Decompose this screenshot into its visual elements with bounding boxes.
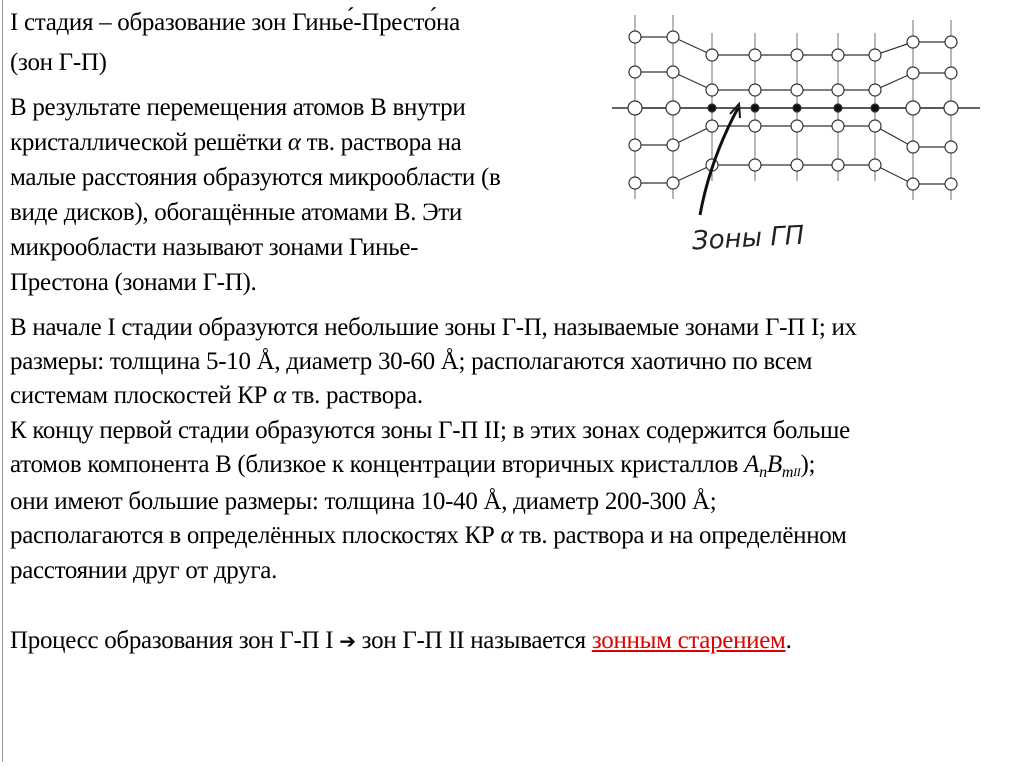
body-line: В начале I стадии образуются небольшие зоны Г-П, называемые зонами Г-П I; их [10,314,857,341]
alpha-symbol: α [273,382,286,409]
body-line: К концу первой стадии образуются зоны Г-П II; в этих зонах содержится больше [10,417,850,444]
formula-m: m [781,464,794,481]
text: тв. раствора и на определённом [519,522,847,549]
solute-atom [751,104,759,112]
formula-b: B [766,451,782,478]
intro-line: виде дисков), обогащённые атомами В. Эти [10,199,463,226]
intro-line: В результате перемещения атомов В внутри [10,94,466,121]
solvent-atom [832,49,844,61]
solvent-atom [945,178,957,190]
solvent-atom [629,66,641,78]
solvent-atom [629,139,641,151]
solvent-atom [945,141,957,153]
gp-zones-lattice-diagram [600,0,1024,270]
body-line [10,381,423,411]
solvent-atom [832,120,844,132]
body-line: расстоянии друг от друга. [10,557,278,584]
solvent-atom [944,101,958,115]
solvent-atom [749,84,761,96]
solvent-atom [749,49,761,61]
solvent-atom [869,49,881,61]
slide-title: I стадия – образование зон Гинье́-Престо́на [10,9,460,36]
solvent-atom [791,120,803,132]
slide-subtitle: (зон Г-П) [10,49,107,76]
solvent-atom [706,84,718,96]
solvent-atom [791,84,803,96]
intro-line: Престона (зонами Г-П). [10,269,257,296]
solvent-atom [945,67,957,79]
solvent-atom [791,49,803,61]
solvent-atom [791,159,803,171]
text: Процесс образования зон Г-П I [10,627,334,654]
formula-a: A [744,451,760,478]
formula-n: n [759,464,767,481]
arrow-right-icon: ➔ [339,629,356,653]
solvent-atom [907,178,919,190]
solvent-atom [907,141,919,153]
solute-atom [834,104,842,112]
solvent-atom [869,84,881,96]
solvent-atom [906,101,920,115]
solvent-atom [629,177,641,189]
formula-ii: II [793,465,801,479]
solvent-atom [706,120,718,132]
intro-line: микрообласти называют зонами Гинье- [10,234,419,261]
solvent-atom [749,120,761,132]
body-line: размеры: толщина 5-10 Å, диаметр 30-60 Å; располагаются хаотично по всем [10,348,813,375]
solvent-atom [706,49,718,61]
solvent-atom [869,159,881,171]
solvent-atom [666,101,680,115]
text: тв. раствора на [306,129,462,156]
solvent-atom [749,159,761,171]
solvent-atom [945,36,957,48]
intro-line [10,128,461,158]
text: кристаллической решётки [10,129,282,156]
text: системам плоскостей КР [10,382,268,409]
slide-left-border [2,0,3,762]
conclusion-line [10,626,792,656]
text: атомов компонента В (близкое к концентрации вторичных кристаллов [10,451,739,478]
solvent-atom [667,66,679,78]
solvent-atom [628,101,642,115]
solvent-atom [667,31,679,43]
solvent-atom [832,159,844,171]
solvent-atom [832,84,844,96]
alpha-symbol: α [287,129,301,156]
solute-atom [793,104,801,112]
text: располагаются в определённых плоскостях КР [10,522,495,549]
body-line [10,521,847,551]
figure-label: Зоны ГП [691,220,806,257]
text: . [785,627,792,654]
alpha-symbol: α [500,522,514,549]
intro-line: малые расстояния образуются микрообласти (в [10,164,501,191]
text: ); [800,451,816,478]
solvent-atom [667,177,679,189]
solvent-atom [907,36,919,48]
text: зон Г-П II называется [361,627,586,654]
zone-aging-term: зонным старением [591,627,786,654]
solute-atom [708,104,716,112]
solvent-atom [667,139,679,151]
solute-atom [871,104,879,112]
solvent-atom [869,120,881,132]
body-line [10,450,815,488]
text: тв. раствора. [291,382,423,409]
formula [744,451,801,481]
solvent-atom [907,67,919,79]
solvent-atom [629,31,641,43]
body-line: они имеют большие размеры: толщина 10-40 Å, диаметр 200-300 Å; [10,488,717,515]
